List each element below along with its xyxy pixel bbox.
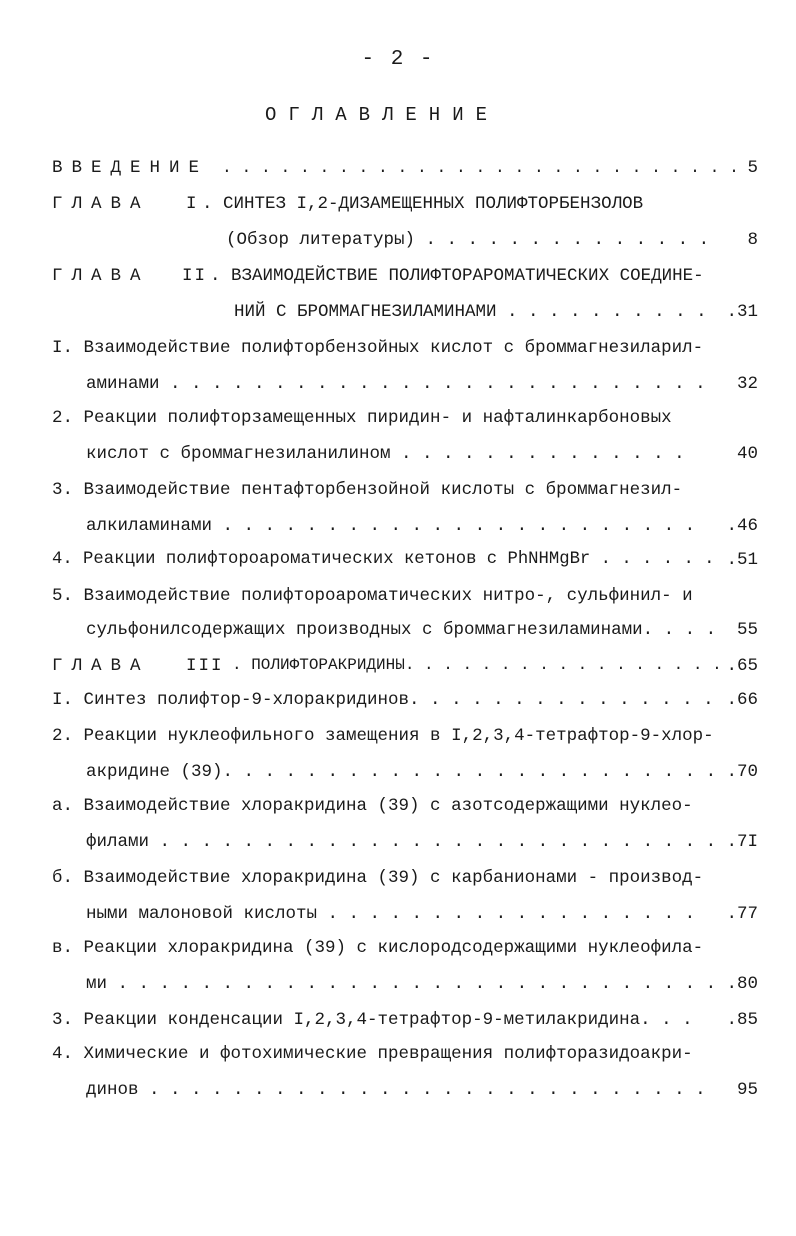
toc-item-text-cont: акридине (39). . . . . . . . . . . . . . . . . . . . . . . . — [86, 762, 717, 782]
toc-item — [0, 338, 796, 368]
toc-item — [0, 690, 796, 720]
toc-item-cont — [0, 762, 796, 792]
toc-page: 40 — [736, 444, 758, 464]
toc-page: .46 — [726, 516, 758, 536]
toc-chapter-1-sub — [0, 230, 796, 260]
toc-page: .85 — [726, 1010, 758, 1030]
chapter-title: . ВЗАИМОДЕЙСТВИЕ ПОЛИФТОРАРОМАТИЧЕСКИХ СОЕДИНЕ- — [210, 266, 704, 286]
toc-item-text: 5. Взаимодействие полифтороароматических нитро-, сульфинил- и — [52, 586, 693, 606]
toc-item-text-cont: аминами . . . . . . . . . . . . . . . . . . . . . . . . . . — [86, 374, 706, 394]
toc-item-text-cont: алкиламинами . . . . . . . . . . . . . . . . . . . . . . . — [86, 516, 696, 536]
toc-item-text-cont: ми . . . . . . . . . . . . . . . . . . . . . . . . . . . . . — [86, 974, 717, 994]
toc-page: .51 — [726, 550, 758, 570]
toc-item-cont — [0, 444, 796, 474]
toc-item-cont — [0, 620, 796, 650]
toc-item-text-cont: сульфонилсодержащих производных с броммагнезиламинами. . . . — [86, 620, 717, 640]
toc-page: .70 — [726, 762, 758, 782]
toc-item-cont — [0, 904, 796, 934]
toc-item-text-cont: ными малоновой кислоты . . . . . . . . . . . . . . . . . . — [86, 904, 696, 924]
toc-item — [0, 586, 796, 616]
toc-item-text: 2. Реакции нуклеофильного замещения в I,2,3,4-тетрафтор-9-хлор- — [52, 726, 714, 746]
chapter-numeral: II — [182, 266, 208, 286]
toc-chapter-2 — [0, 266, 796, 296]
toc-intro-label: ВВЕДЕНИЕ — [52, 158, 209, 178]
toc-intro — [0, 158, 796, 188]
chapter-word: ГЛАВА — [52, 266, 150, 286]
chapter-word: ГЛАВА — [52, 656, 150, 676]
toc-item-cont — [0, 974, 796, 1004]
toc-item — [0, 1010, 796, 1040]
toc-page: .65 — [726, 656, 758, 676]
toc-item-text-cont: филами . . . . . . . . . . . . . . . . . . . . . . . . . . . — [86, 832, 717, 852]
toc-item-text: 4. Реакции полифтороароматических кетонов с PhNHMgBr . . . . . . — [52, 550, 715, 569]
chapter-subtitle: (Обзор литературы) . . . . . . . . . . . . . . — [226, 230, 710, 250]
page-number: - 2 - — [361, 48, 435, 71]
chapter-word: ГЛАВА — [52, 194, 150, 214]
toc-item — [0, 1044, 796, 1074]
toc-item-text: в. Реакции хлоракридина (39) с кислородсодержащими нуклеофила- — [52, 938, 704, 958]
toc-item-cont — [0, 374, 796, 404]
toc-page: .66 — [726, 690, 758, 710]
toc-item-text: 3. Взаимодействие пентафторбензойной кислоты с броммагнезил- — [52, 480, 683, 500]
toc-item — [0, 938, 796, 968]
chapter-title: . ПОЛИФТОРАКРИДИНЫ. . . . . . . . . . . . . . . . . — [232, 656, 722, 674]
toc-item — [0, 550, 796, 580]
chapter-title-cont: НИЙ С БРОММАГНЕЗИЛАМИНАМИ . . . . . . . . . . — [234, 302, 707, 322]
chapter-numeral: I — [186, 194, 199, 214]
toc-page: 8 — [747, 230, 758, 250]
toc-item-cont — [0, 516, 796, 546]
toc-item-text: 3. Реакции конденсации I,2,3,4-тетрафтор-9-метилакридина. . . — [52, 1010, 693, 1030]
chapter-numeral: III — [186, 656, 224, 676]
toc-page: .31 — [726, 302, 758, 322]
toc-item-text-cont: динов . . . . . . . . . . . . . . . . . . . . . . . . . . . — [86, 1080, 706, 1100]
toc-chapter-3 — [0, 656, 796, 686]
toc-page: .7I — [726, 832, 758, 852]
toc-page: 32 — [736, 374, 758, 394]
chapter-title: . СИНТЕЗ I,2-ДИЗАМЕЩЕННЫХ ПОЛИФТОРБЕНЗОЛОВ — [202, 194, 644, 214]
toc-item — [0, 796, 796, 826]
toc-page: 55 — [736, 620, 758, 640]
toc-item-text: 2. Реакции полифторзамещенных пиридин- и нафталинкарбоновых — [52, 408, 672, 428]
toc-page: .80 — [726, 974, 758, 994]
toc-item-cont — [0, 1080, 796, 1110]
toc-item — [0, 868, 796, 898]
toc-chapter-1 — [0, 194, 796, 224]
toc-page: .77 — [726, 904, 758, 924]
toc-item-cont — [0, 832, 796, 862]
toc-page: 95 — [736, 1080, 758, 1100]
toc-item-text: I. Взаимодействие полифторбензойных кислот с броммагнезиларил- — [52, 338, 704, 358]
toc-dots: . . . . . . . . . . . . . . . . . . . . . . . . . . . — [222, 158, 739, 177]
toc-item — [0, 408, 796, 438]
toc-item-text: 4. Химические и фотохимические превращения полифторазидоакри- — [52, 1044, 693, 1064]
toc-item-text: I. Синтез полифтор-9-хлоракридинов. . . . . . . . . . . . . . . — [52, 690, 714, 710]
toc-item — [0, 726, 796, 756]
toc-page: 5 — [747, 158, 758, 178]
toc-item-text-cont: кислот с броммагнезиланилином . . . . . . . . . . . . . . — [86, 444, 685, 464]
page-title: ОГЛАВЛЕНИЕ — [264, 104, 500, 126]
toc-item-text: б. Взаимодействие хлоракридина (39) с карбанионами - производ- — [52, 868, 704, 888]
toc-item — [0, 480, 796, 510]
toc-item-text: а. Взаимодействие хлоракридина (39) с азотсодержащими нуклео- — [52, 796, 693, 816]
toc-chapter-2-cont — [0, 302, 796, 332]
